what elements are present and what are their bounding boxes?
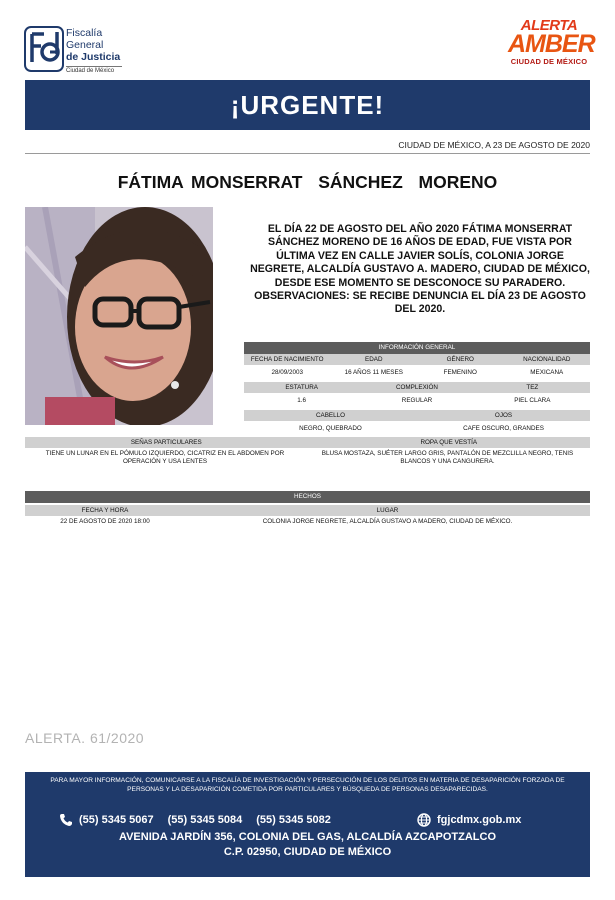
value-ropa: BLUSA MOSTAZA, SUÉTER LARGO GRIS, PANTALÓN DE MEZCLILLA NEGRO, TENIS BLANCOS Y UNA CANGURERA. (321, 450, 574, 465)
footer-website (417, 813, 521, 827)
label-senas: SEÑAS PARTICULARES (130, 439, 202, 446)
urgent-banner: ¡URGENTE! (25, 80, 590, 130)
info-table-header: INFORMACIÓN GENERAL (244, 342, 590, 354)
fgj-logo-icon (24, 26, 64, 72)
amber-line-3: CIUDAD DE MÉXICO (510, 57, 588, 66)
value-height: 1.6 (297, 397, 307, 404)
address-line-2: C.P. 02950, CIUDAD DE MÉXICO (223, 846, 392, 858)
org-line-1: Fiscalía (66, 27, 103, 39)
issue-date: CIUDAD DE MÉXICO, A 23 DE AGOSTO DE 2020 (398, 140, 590, 150)
label-age: EDAD (365, 356, 383, 363)
phone-3[interactable]: (55) 5345 5082 (256, 814, 331, 826)
label-birth-date: FECHA DE NACIMIENTO (250, 356, 324, 363)
value-complexion: REGULAR (401, 397, 433, 404)
value-eyes: CAFE OSCURO, GRANDES (463, 425, 544, 432)
portrait-image (25, 207, 213, 425)
value-lugar: COLONIA JORGE NEGRETE, ALCALDÍA GUSTAVO A MADERO, CIUDAD DE MÉXICO. (262, 518, 513, 525)
phone-1[interactable]: (55) 5345 5067 (79, 814, 154, 826)
footer-info-text: PARA MAYOR INFORMACIÓN, COMUNICARSE A LA FISCALÍA DE INVESTIGACIÓN Y PERSECUCIÓN DE LOS DELITOS EN MATERIA DE DESAPARICIÓN FORZADA DE PERSONAS Y LA DESAPARICIÓN COMETIDA POR PARTICULARES Y BÚSQUEDA DE PERSONAS DESAPARECIDAS. (50, 777, 565, 793)
label-skin: TEZ (526, 384, 539, 391)
divider (25, 153, 590, 154)
alerta-amber-logo (508, 17, 595, 66)
footer-phones (59, 813, 345, 827)
label-hair: CABELLO (315, 412, 346, 419)
org-line-3: de Justicia (66, 51, 121, 63)
label-nationality: NACIONALIDAD (523, 356, 571, 363)
missing-person-name: FÁTIMA MONSERRAT SÁNCHEZ MORENO (117, 172, 498, 192)
amber-line-1: ALERTA (520, 17, 578, 34)
label-ropa: ROPA QUE VESTÍA (420, 439, 478, 446)
missing-person-photo (25, 207, 213, 425)
website-link[interactable]: fgjcdmx.gob.mx (437, 814, 522, 826)
value-nationality: MEXICANA (530, 369, 564, 376)
org-sub: Ciudad de México (66, 66, 122, 74)
label-eyes: OJOS (494, 412, 513, 419)
hechos-labels (25, 505, 590, 516)
label-height: ESTATURA (285, 384, 318, 391)
amber-line-2: AMBER (508, 30, 595, 58)
label-complexion: COMPLEXIÓN (395, 384, 438, 391)
value-skin: PIEL CLARA (514, 397, 551, 404)
phone-2[interactable]: (55) 5345 5084 (167, 814, 243, 826)
info-row3-labels (244, 410, 590, 421)
org-line-2: General (66, 39, 104, 51)
alert-number: ALERTA. 61/2020 (25, 730, 145, 746)
hechos-header: HECHOS (25, 491, 590, 503)
footer-address (25, 830, 590, 860)
info-row3-values (244, 422, 590, 436)
fgj-org-name (66, 27, 120, 63)
info-row2-values (244, 394, 590, 408)
phone-icon (59, 813, 73, 827)
globe-icon (417, 813, 431, 827)
footer-contact (25, 772, 590, 877)
value-age: 16 AÑOS 11 MESES (344, 369, 403, 376)
address-line-1: AVENIDA JARDÍN 356, COLONIA DEL GAS, ALCALDÍA AZCAPOTZALCO (118, 831, 497, 843)
value-fecha-hora: 22 DE AGOSTO DE 2020 18:00 (60, 518, 150, 525)
senas-ropa-header (25, 437, 590, 448)
label-lugar: LUGAR (376, 507, 399, 514)
value-hair: NEGRO, QUEBRADO (299, 425, 362, 432)
value-birth-date: 28/09/2003 (271, 369, 303, 376)
description-block (248, 223, 592, 317)
info-row1-labels (244, 354, 590, 365)
info-row1-values (244, 366, 590, 380)
info-row2-labels (244, 382, 590, 393)
description-text: EL DÍA 22 DE AGOSTO DEL AÑO 2020 FÁTIMA MONSERRAT SÁNCHEZ MORENO DE 16 AÑOS DE EDAD, FUE VISTA POR ÚLTIMA VEZ EN CALLE JAVIER SOLÍS, COLONIA JORGE NEGRETE, ALCALDÍA GUSTAVO A. MADERO, CIUDAD DE MÉXICO, DESDE ESE MOMENTO SE DESCONOCE SU PARADERO. (250, 223, 590, 289)
observaciones-text: OBSERVACIONES: SE RECIBE DENUNCIA EL DÍA 23 DE AGOSTO DEL 2020. (254, 290, 586, 316)
label-gender: GÉNERO (446, 356, 474, 363)
value-gender: FEMENINO (443, 369, 477, 376)
value-senas: TIENE UN LUNAR EN EL PÓMULO IZQUIERDO, CICATRIZ EN EL ABDOMEN POR OPERACIÓN Y USA LENTES (45, 450, 285, 465)
label-fecha-hora: FECHA Y HORA (81, 507, 129, 514)
